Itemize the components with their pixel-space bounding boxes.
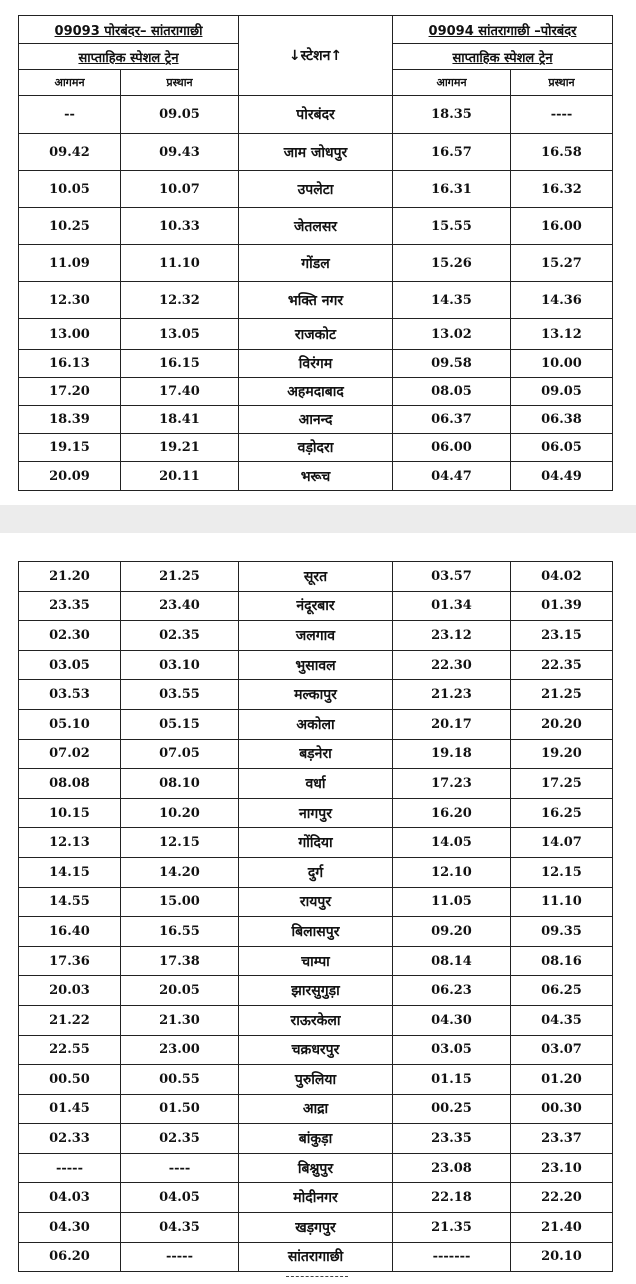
arrival-09093: 10.25: [19, 208, 121, 245]
table-row: [19, 96, 613, 134]
arrival-09093: 09.42: [19, 134, 121, 171]
arrival-09093: 01.45: [19, 1094, 121, 1124]
departure-09094: 06.38: [511, 406, 613, 434]
table-row: [19, 378, 613, 406]
right-train-subtitle: साप्ताहिक स्पेशल ट्रेन: [393, 44, 613, 70]
table-row: [19, 769, 613, 799]
arrival-09094: 11.05: [393, 887, 511, 917]
table-row: [19, 562, 613, 592]
departure-09093: 12.32: [121, 282, 239, 319]
arrival-09093: 02.30: [19, 621, 121, 651]
departure-09094: 04.35: [511, 1005, 613, 1035]
arrival-09093: 17.36: [19, 946, 121, 976]
table-row: [19, 917, 613, 947]
arrival-09094: 22.30: [393, 650, 511, 680]
departure-09093: 09.43: [121, 134, 239, 171]
departure-09093: 08.10: [121, 769, 239, 799]
arrival-09094: 12.10: [393, 857, 511, 887]
arrival-09093: 11.09: [19, 245, 121, 282]
departure-09094: 19.20: [511, 739, 613, 769]
departure-09093: 03.10: [121, 650, 239, 680]
station-name: पुरुलिया: [239, 1065, 393, 1095]
departure-09093: 10.07: [121, 171, 239, 208]
arrival-09094: 09.58: [393, 350, 511, 378]
arrival-09094: 23.12: [393, 621, 511, 651]
table-row: [19, 680, 613, 710]
arrival-09094: 03.05: [393, 1035, 511, 1065]
departure-09094: 00.30: [511, 1094, 613, 1124]
table-row: [19, 350, 613, 378]
station-name: नंदूरबार: [239, 591, 393, 621]
departure-09094: 12.15: [511, 857, 613, 887]
station-name: अकोला: [239, 709, 393, 739]
table-row: [19, 1094, 613, 1124]
departure-09093: 09.05: [121, 96, 239, 134]
arrival-09093: 20.09: [19, 462, 121, 491]
arrival-09093: 02.33: [19, 1124, 121, 1154]
arrival-09094: 08.05: [393, 378, 511, 406]
table-row: [19, 1065, 613, 1095]
arrival-09093: 05.10: [19, 709, 121, 739]
departure-09093: 07.05: [121, 739, 239, 769]
station-name: भुसावल: [239, 650, 393, 680]
station-name: बिलासपुर: [239, 917, 393, 947]
arrival-09093: 03.05: [19, 650, 121, 680]
station-name: वर्धा: [239, 769, 393, 799]
table-row: [19, 946, 613, 976]
station-name: राऊरकेला: [239, 1005, 393, 1035]
arrival-09094: 04.30: [393, 1005, 511, 1035]
arrival-09093: 14.55: [19, 887, 121, 917]
departure-09094: 04.49: [511, 462, 613, 491]
station-name: जाम जोधपुर: [239, 134, 393, 171]
arrival-09094: 17.23: [393, 769, 511, 799]
arrival-09093: 16.13: [19, 350, 121, 378]
arrival-09094: 04.47: [393, 462, 511, 491]
station-name: नागपुर: [239, 798, 393, 828]
arrival-09094: 00.25: [393, 1094, 511, 1124]
departure-09093: 16.15: [121, 350, 239, 378]
arrival-09093: 23.35: [19, 591, 121, 621]
departure-09093: -----: [121, 1242, 239, 1272]
station-header: ↓स्टेशन↑: [239, 16, 393, 96]
arrival-09094: 06.37: [393, 406, 511, 434]
departure-09093: 18.41: [121, 406, 239, 434]
departure-09094: 04.02: [511, 562, 613, 592]
station-name: भक्ति नगर: [239, 282, 393, 319]
departure-09094: 01.39: [511, 591, 613, 621]
arrival-09094: 18.35: [393, 96, 511, 134]
departure-09093: 05.15: [121, 709, 239, 739]
departure-09094: 17.25: [511, 769, 613, 799]
station-name: वड़ोदरा: [239, 434, 393, 462]
arrival-09093: 12.13: [19, 828, 121, 858]
departure-09094: 06.05: [511, 434, 613, 462]
table-row: [19, 406, 613, 434]
station-name: राजकोट: [239, 319, 393, 350]
page-gap: [0, 505, 636, 533]
table-row: [19, 621, 613, 651]
departure-09093: 02.35: [121, 1124, 239, 1154]
departure-09094: 21.40: [511, 1213, 613, 1243]
departure-09093: ----: [121, 1153, 239, 1183]
station-name: जेतलसर: [239, 208, 393, 245]
departure-09094: 20.10: [511, 1242, 613, 1272]
departure-09094: 22.35: [511, 650, 613, 680]
departure-09094: 14.07: [511, 828, 613, 858]
arrival-09094: 15.55: [393, 208, 511, 245]
table-row: [19, 434, 613, 462]
arrival-09093: 06.20: [19, 1242, 121, 1272]
end-dashes: [286, 1276, 348, 1277]
departure-09094: 16.00: [511, 208, 613, 245]
station-name: भरूच: [239, 462, 393, 491]
table-row: [19, 1213, 613, 1243]
table-row: [19, 739, 613, 769]
arrival-09094: 21.35: [393, 1213, 511, 1243]
table-row: [19, 1153, 613, 1183]
arrival-09093: 03.53: [19, 680, 121, 710]
arrival-09094: -------: [393, 1242, 511, 1272]
departure-09093: 16.55: [121, 917, 239, 947]
table-row: [19, 245, 613, 282]
table-row: [19, 1124, 613, 1154]
departure-09094: 20.20: [511, 709, 613, 739]
table-row: [19, 1005, 613, 1035]
departure-09093: 15.00: [121, 887, 239, 917]
section2-rows: [19, 562, 613, 1272]
station-name: चाम्पा: [239, 946, 393, 976]
section1-rows: [19, 96, 613, 491]
arrival-09094: 22.18: [393, 1183, 511, 1213]
departure-09093: 10.20: [121, 798, 239, 828]
departure-09093: 14.20: [121, 857, 239, 887]
departure-09094: 03.07: [511, 1035, 613, 1065]
departure-09093: 02.35: [121, 621, 239, 651]
station-name: बड़नेरा: [239, 739, 393, 769]
left-arrival-header: आगमन: [19, 70, 121, 96]
right-train-title: 09094 सांतरागाछी –पोरबंदर: [393, 16, 613, 44]
departure-09093: 21.30: [121, 1005, 239, 1035]
arrival-09093: 00.50: [19, 1065, 121, 1095]
table-row: [19, 887, 613, 917]
arrival-09094: 23.35: [393, 1124, 511, 1154]
arrival-09093: 21.22: [19, 1005, 121, 1035]
departure-09093: 10.33: [121, 208, 239, 245]
departure-09094: 11.10: [511, 887, 613, 917]
arrival-09093: 14.15: [19, 857, 121, 887]
timetable-part-2: [18, 561, 613, 1272]
departure-09093: 04.35: [121, 1213, 239, 1243]
departure-09094: 21.25: [511, 680, 613, 710]
arrival-09093: 17.20: [19, 378, 121, 406]
departure-09093: 23.40: [121, 591, 239, 621]
table-row: [19, 591, 613, 621]
arrival-09094: 06.00: [393, 434, 511, 462]
table-row: [19, 828, 613, 858]
station-name: पोरबंदर: [239, 96, 393, 134]
departure-09094: 16.25: [511, 798, 613, 828]
arrival-09093: 18.39: [19, 406, 121, 434]
arrival-09094: 20.17: [393, 709, 511, 739]
departure-09093: 04.05: [121, 1183, 239, 1213]
arrival-09093: 20.03: [19, 976, 121, 1006]
arrival-09094: 01.34: [393, 591, 511, 621]
table-row: [19, 208, 613, 245]
arrival-09093: 19.15: [19, 434, 121, 462]
arrival-09094: 16.57: [393, 134, 511, 171]
arrival-09094: 23.08: [393, 1153, 511, 1183]
station-name: खड़गपुर: [239, 1213, 393, 1243]
departure-09093: 19.21: [121, 434, 239, 462]
table-row: [19, 1183, 613, 1213]
station-name: मोदीनगर: [239, 1183, 393, 1213]
arrival-09094: 14.35: [393, 282, 511, 319]
arrival-09094: 08.14: [393, 946, 511, 976]
arrival-09093: --: [19, 96, 121, 134]
table-row: [19, 1035, 613, 1065]
left-departure-header: प्रस्थान: [121, 70, 239, 96]
station-name: उपलेटा: [239, 171, 393, 208]
station-name: विरंगम: [239, 350, 393, 378]
left-train-subtitle: साप्ताहिक स्पेशल ट्रेन: [19, 44, 239, 70]
departure-09094: 13.12: [511, 319, 613, 350]
table-row: [19, 462, 613, 491]
station-name: गोंडल: [239, 245, 393, 282]
departure-09094: 01.20: [511, 1065, 613, 1095]
departure-09093: 20.05: [121, 976, 239, 1006]
departure-09093: 01.50: [121, 1094, 239, 1124]
departure-09094: 16.32: [511, 171, 613, 208]
table-row: [19, 976, 613, 1006]
station-name: गोंदिया: [239, 828, 393, 858]
departure-09094: 16.58: [511, 134, 613, 171]
arrival-09094: 09.20: [393, 917, 511, 947]
right-arrival-header: आगमन: [393, 70, 511, 96]
table-row: [19, 650, 613, 680]
departure-09093: 03.55: [121, 680, 239, 710]
station-name: चक्रधरपुर: [239, 1035, 393, 1065]
table-row: [19, 282, 613, 319]
departure-09093: 21.25: [121, 562, 239, 592]
departure-09094: 23.10: [511, 1153, 613, 1183]
station-name: अहमदाबाद: [239, 378, 393, 406]
departure-09094: 22.20: [511, 1183, 613, 1213]
departure-09093: 20.11: [121, 462, 239, 491]
table-row: [19, 171, 613, 208]
departure-09094: 09.05: [511, 378, 613, 406]
arrival-09093: 07.02: [19, 739, 121, 769]
departure-09094: 15.27: [511, 245, 613, 282]
departure-09094: 08.16: [511, 946, 613, 976]
departure-09093: 11.10: [121, 245, 239, 282]
departure-09093: 13.05: [121, 319, 239, 350]
arrival-09093: 08.08: [19, 769, 121, 799]
arrival-09094: 14.05: [393, 828, 511, 858]
arrival-09093: 04.30: [19, 1213, 121, 1243]
table-row: [19, 1242, 613, 1272]
arrival-09094: 16.20: [393, 798, 511, 828]
timetable-part-1: [18, 15, 613, 491]
departure-09093: 17.40: [121, 378, 239, 406]
arrival-09094: 06.23: [393, 976, 511, 1006]
arrival-09093: 22.55: [19, 1035, 121, 1065]
arrival-09093: 16.40: [19, 917, 121, 947]
departure-09093: 23.00: [121, 1035, 239, 1065]
table-row: [19, 857, 613, 887]
arrival-09094: 19.18: [393, 739, 511, 769]
arrival-09093: 10.15: [19, 798, 121, 828]
departure-09094: 09.35: [511, 917, 613, 947]
arrival-09093: 13.00: [19, 319, 121, 350]
table-row: [19, 134, 613, 171]
departure-09093: 17.38: [121, 946, 239, 976]
departure-09094: ----: [511, 96, 613, 134]
station-name: बिश्नुपुर: [239, 1153, 393, 1183]
station-name: आनन्द: [239, 406, 393, 434]
station-name: बांकुड़ा: [239, 1124, 393, 1154]
station-name: आद्रा: [239, 1094, 393, 1124]
departure-09093: 00.55: [121, 1065, 239, 1095]
table-row: [19, 709, 613, 739]
station-name: मल्कापुर: [239, 680, 393, 710]
arrival-09093: -----: [19, 1153, 121, 1183]
arrival-09093: 21.20: [19, 562, 121, 592]
table-row: [19, 319, 613, 350]
departure-09094: 14.36: [511, 282, 613, 319]
right-departure-header: प्रस्थान: [511, 70, 613, 96]
station-name: सांतरागाछी: [239, 1242, 393, 1272]
arrival-09094: 16.31: [393, 171, 511, 208]
arrival-09093: 12.30: [19, 282, 121, 319]
station-name: सूरत: [239, 562, 393, 592]
departure-09093: 12.15: [121, 828, 239, 858]
station-name: झारसुगुड़ा: [239, 976, 393, 1006]
departure-09094: 06.25: [511, 976, 613, 1006]
departure-09094: 23.37: [511, 1124, 613, 1154]
table-row: [19, 798, 613, 828]
departure-09094: 23.15: [511, 621, 613, 651]
arrival-09093: 04.03: [19, 1183, 121, 1213]
arrival-09094: 01.15: [393, 1065, 511, 1095]
arrival-09094: 15.26: [393, 245, 511, 282]
arrival-09093: 10.05: [19, 171, 121, 208]
arrival-09094: 03.57: [393, 562, 511, 592]
station-name: रायपुर: [239, 887, 393, 917]
station-name: जलगाव: [239, 621, 393, 651]
station-name: दुर्ग: [239, 857, 393, 887]
arrival-09094: 13.02: [393, 319, 511, 350]
left-train-title: 09093 पोरबंदर– सांतरागाछी: [19, 16, 239, 44]
departure-09094: 10.00: [511, 350, 613, 378]
arrival-09094: 21.23: [393, 680, 511, 710]
